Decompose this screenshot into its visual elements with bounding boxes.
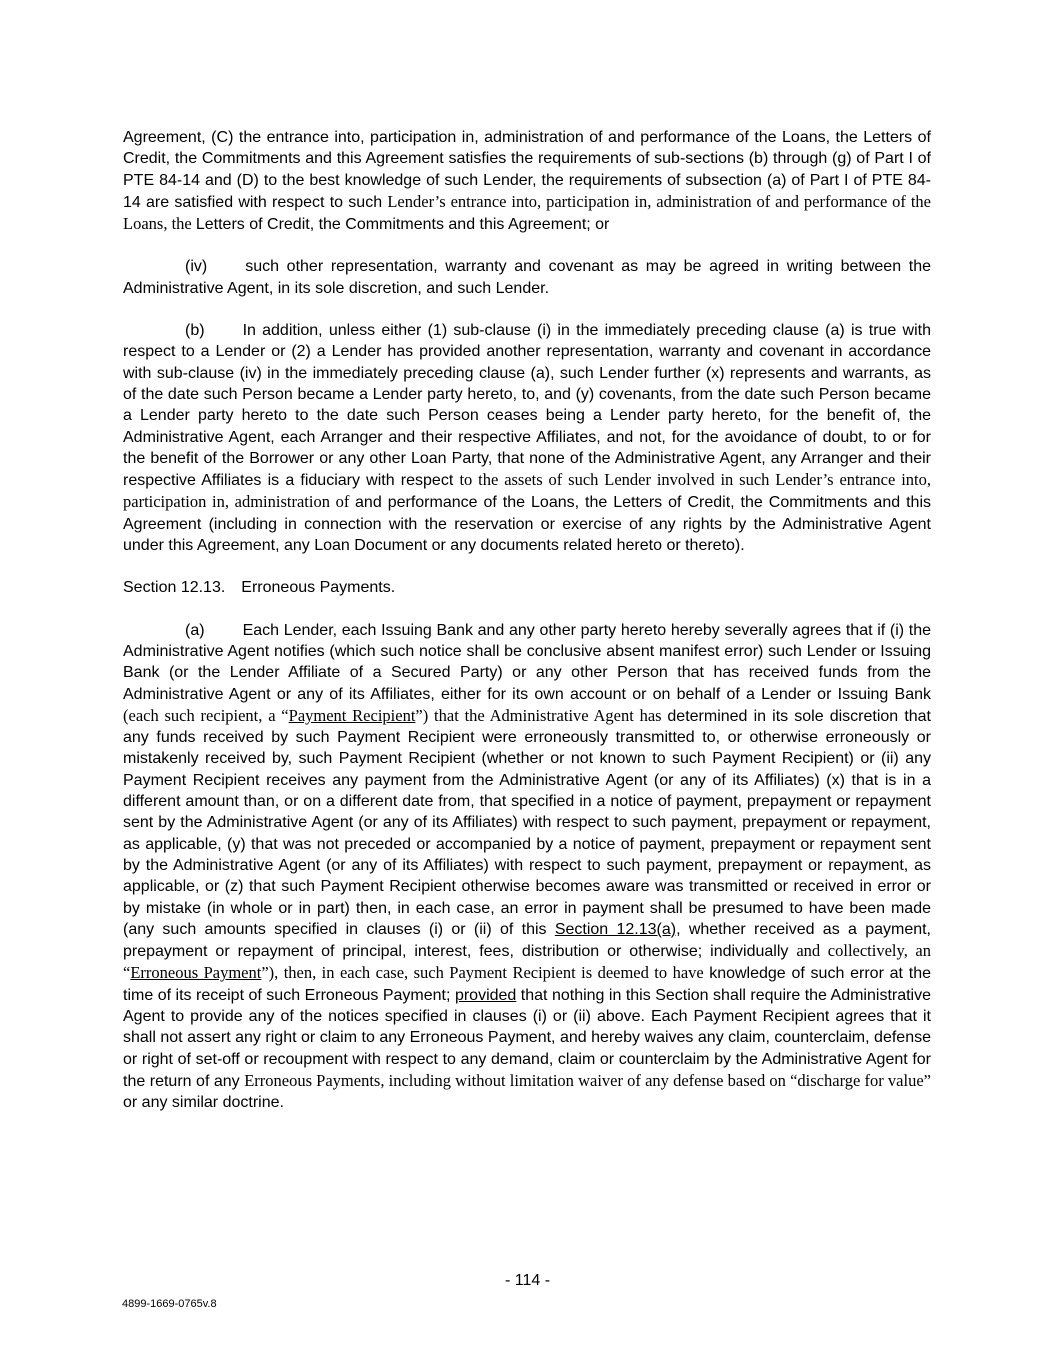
paragraph-text-serif: and collectively, an “: [123, 941, 932, 983]
paragraph-text: Each Lender, each Issuing Bank and any other party hereto hereby severally agrees that if (i) the Administrative Agent notifies (which such notice shall be conclusive absent manifest error) such Lender or Issuing Bank (or the Lender Affiliate of a Secured Party) or any other Person that has received funds from the Administrative Agent or any of its Affiliates, either for its own account or on behalf of a Lender or Issuing Bank: [123, 621, 931, 703]
paragraph-b: [123, 320, 931, 556]
page-number: - 114 -: [504, 1271, 551, 1289]
cross-reference-section-12-13-a: Section 12.13(a),: [554, 920, 681, 938]
paragraph-text: or any similar doctrine.: [123, 1094, 284, 1112]
section-number: Section 12.13.: [123, 579, 226, 597]
paragraph-text: Letters of Credit, the Commitments and this Agreement; or: [195, 216, 610, 234]
paragraph-text: that nothing in this Section shall require the Administrative Agent to provide any of the notices specified in clauses (i) or (ii) above. Each Payment Recipient agrees that it shall not assert any right or claim to any Erroneous Payment, and hereby waives any claim, counterclaim, defense or right of set-off or recoupment with respect to any demand, claim or counterclaim by the Administrative Agent for the return of any: [123, 986, 932, 1090]
clause-label: (a): [185, 621, 205, 639]
paragraph-a: [123, 620, 931, 1114]
section-title: Erroneous Payments.: [241, 579, 396, 597]
paragraph-text: and performance of the Loans, the Letters of Credit, the Commitments and this Agreement (including in connection with the reservation or exercise of any rights by the Administrative Agent under this Agreement, any Loan Document or any documents related hereto or thereto).: [123, 494, 931, 555]
paragraph-text: Agreement, (C) the entrance into, participation in, administration of and performance of the Loans, the Letters of Credit, the Commitments and this Agreement satisfies the requirements of sub-sections (b) through (g) of Part I of PTE 84-14 and (D) to the best knowledge of such Lender, the requirements of subsection (a) of Part I of PTE 84-14 are satisfied with respect to such: [123, 129, 931, 211]
paragraph-text: determined in its sole discretion that any funds received by such Payment Recipient were erroneously transmitted to, or otherwise erroneously or mistakenly received by, such Payment Recipient (whether or not known to such Payment Recipient) or (ii) any Payment Recipient receives any payment from the Administrative Agent (or any of its Affiliates) (x) that is in a different amount than, or on a different date from, that specified in a notice of payment, prepayment or repayment sent by the Administrative Agent (or any of its Affiliates) with respect to such payment, prepayment or repayment, as applicable, (y) that was not preceded or accompanied by a notice of payment, prepayment or repayment sent by the Administrative Agent (or any of its Affiliates) with respect to such payment, prepayment or repayment, as applicable, or (z) that such Payment Recipient otherwise becomes aware was transmitted or received in error or by mistake (in whole or in part) then, in each case, an error in payment shall be presumed to have been made (any such amounts specified in clauses (i) or (ii) of this: [123, 707, 932, 938]
paragraph-continuation-c: [123, 127, 931, 235]
section-heading: [123, 577, 931, 598]
paragraph-text: whether received as a payment, prepayment or repayment of principal, interest, fees, distribution or otherwise; individually: [123, 920, 932, 961]
paragraph-text-serif: Lender’s entrance into, participation in, administration of and performance of the Loans, the: [123, 191, 931, 234]
paragraph-text-serif: ”), then, in each case, such Payment Recipient is deemed to have: [261, 963, 710, 983]
paragraph-text: knowledge of such error at the time of its receipt of such Erroneous Payment;: [123, 965, 932, 1004]
paragraph-text-serif: ”) that the Administrative Agent has: [415, 705, 668, 725]
defined-term-erroneous-payment: Erroneous Payment: [130, 963, 262, 983]
paragraph-text-serif: to the assets of such Lender involved in such Lender’s entrance into, participation in, administration of: [123, 470, 931, 512]
clause-label: (b): [185, 322, 205, 340]
paragraph-text: In addition, unless either (1) sub-clause (i) in the immediately preceding clause (a) is true with respect to a Lender or (2) a Lender has provided another representation, warranty and covenant in accordance with sub-clause (iv) in the immediately preceding clause (a), such Lender further (x) represents and warrants, as of the date such Person became a Lender party hereto, to, and (y) covenants, from the date such Person became a Lender party hereto to the date such Person ceases being a Lender party hereto, for the benefit of, the Administrative Agent, each Arranger and their respective Affiliates, and not, for the avoidance of doubt, to or for the benefit of the Borrower or any other Loan Party, that none of the Administrative Agent, any Arranger and their respective Affiliates is a fiduciary with respect: [123, 322, 931, 490]
proviso-term: provided: [454, 986, 517, 1004]
paragraph-text-serif: Erroneous Payments, including without limitation waiver of any defense based on “discharge for value”: [244, 1070, 931, 1090]
clause-label: (iv): [185, 258, 208, 276]
paragraph-iv: [123, 256, 931, 299]
defined-term-payment-recipient: Payment Recipient: [288, 705, 416, 725]
paragraph-text-serif: (each such recipient, a “: [123, 705, 289, 725]
paragraph-text: such other representation, warranty and covenant as may be agreed in writing between the Administrative Agent, in its sole discretion, and such Lender.: [123, 258, 931, 297]
document-id-footer: 4899-1669-0765v.8: [122, 1298, 217, 1310]
